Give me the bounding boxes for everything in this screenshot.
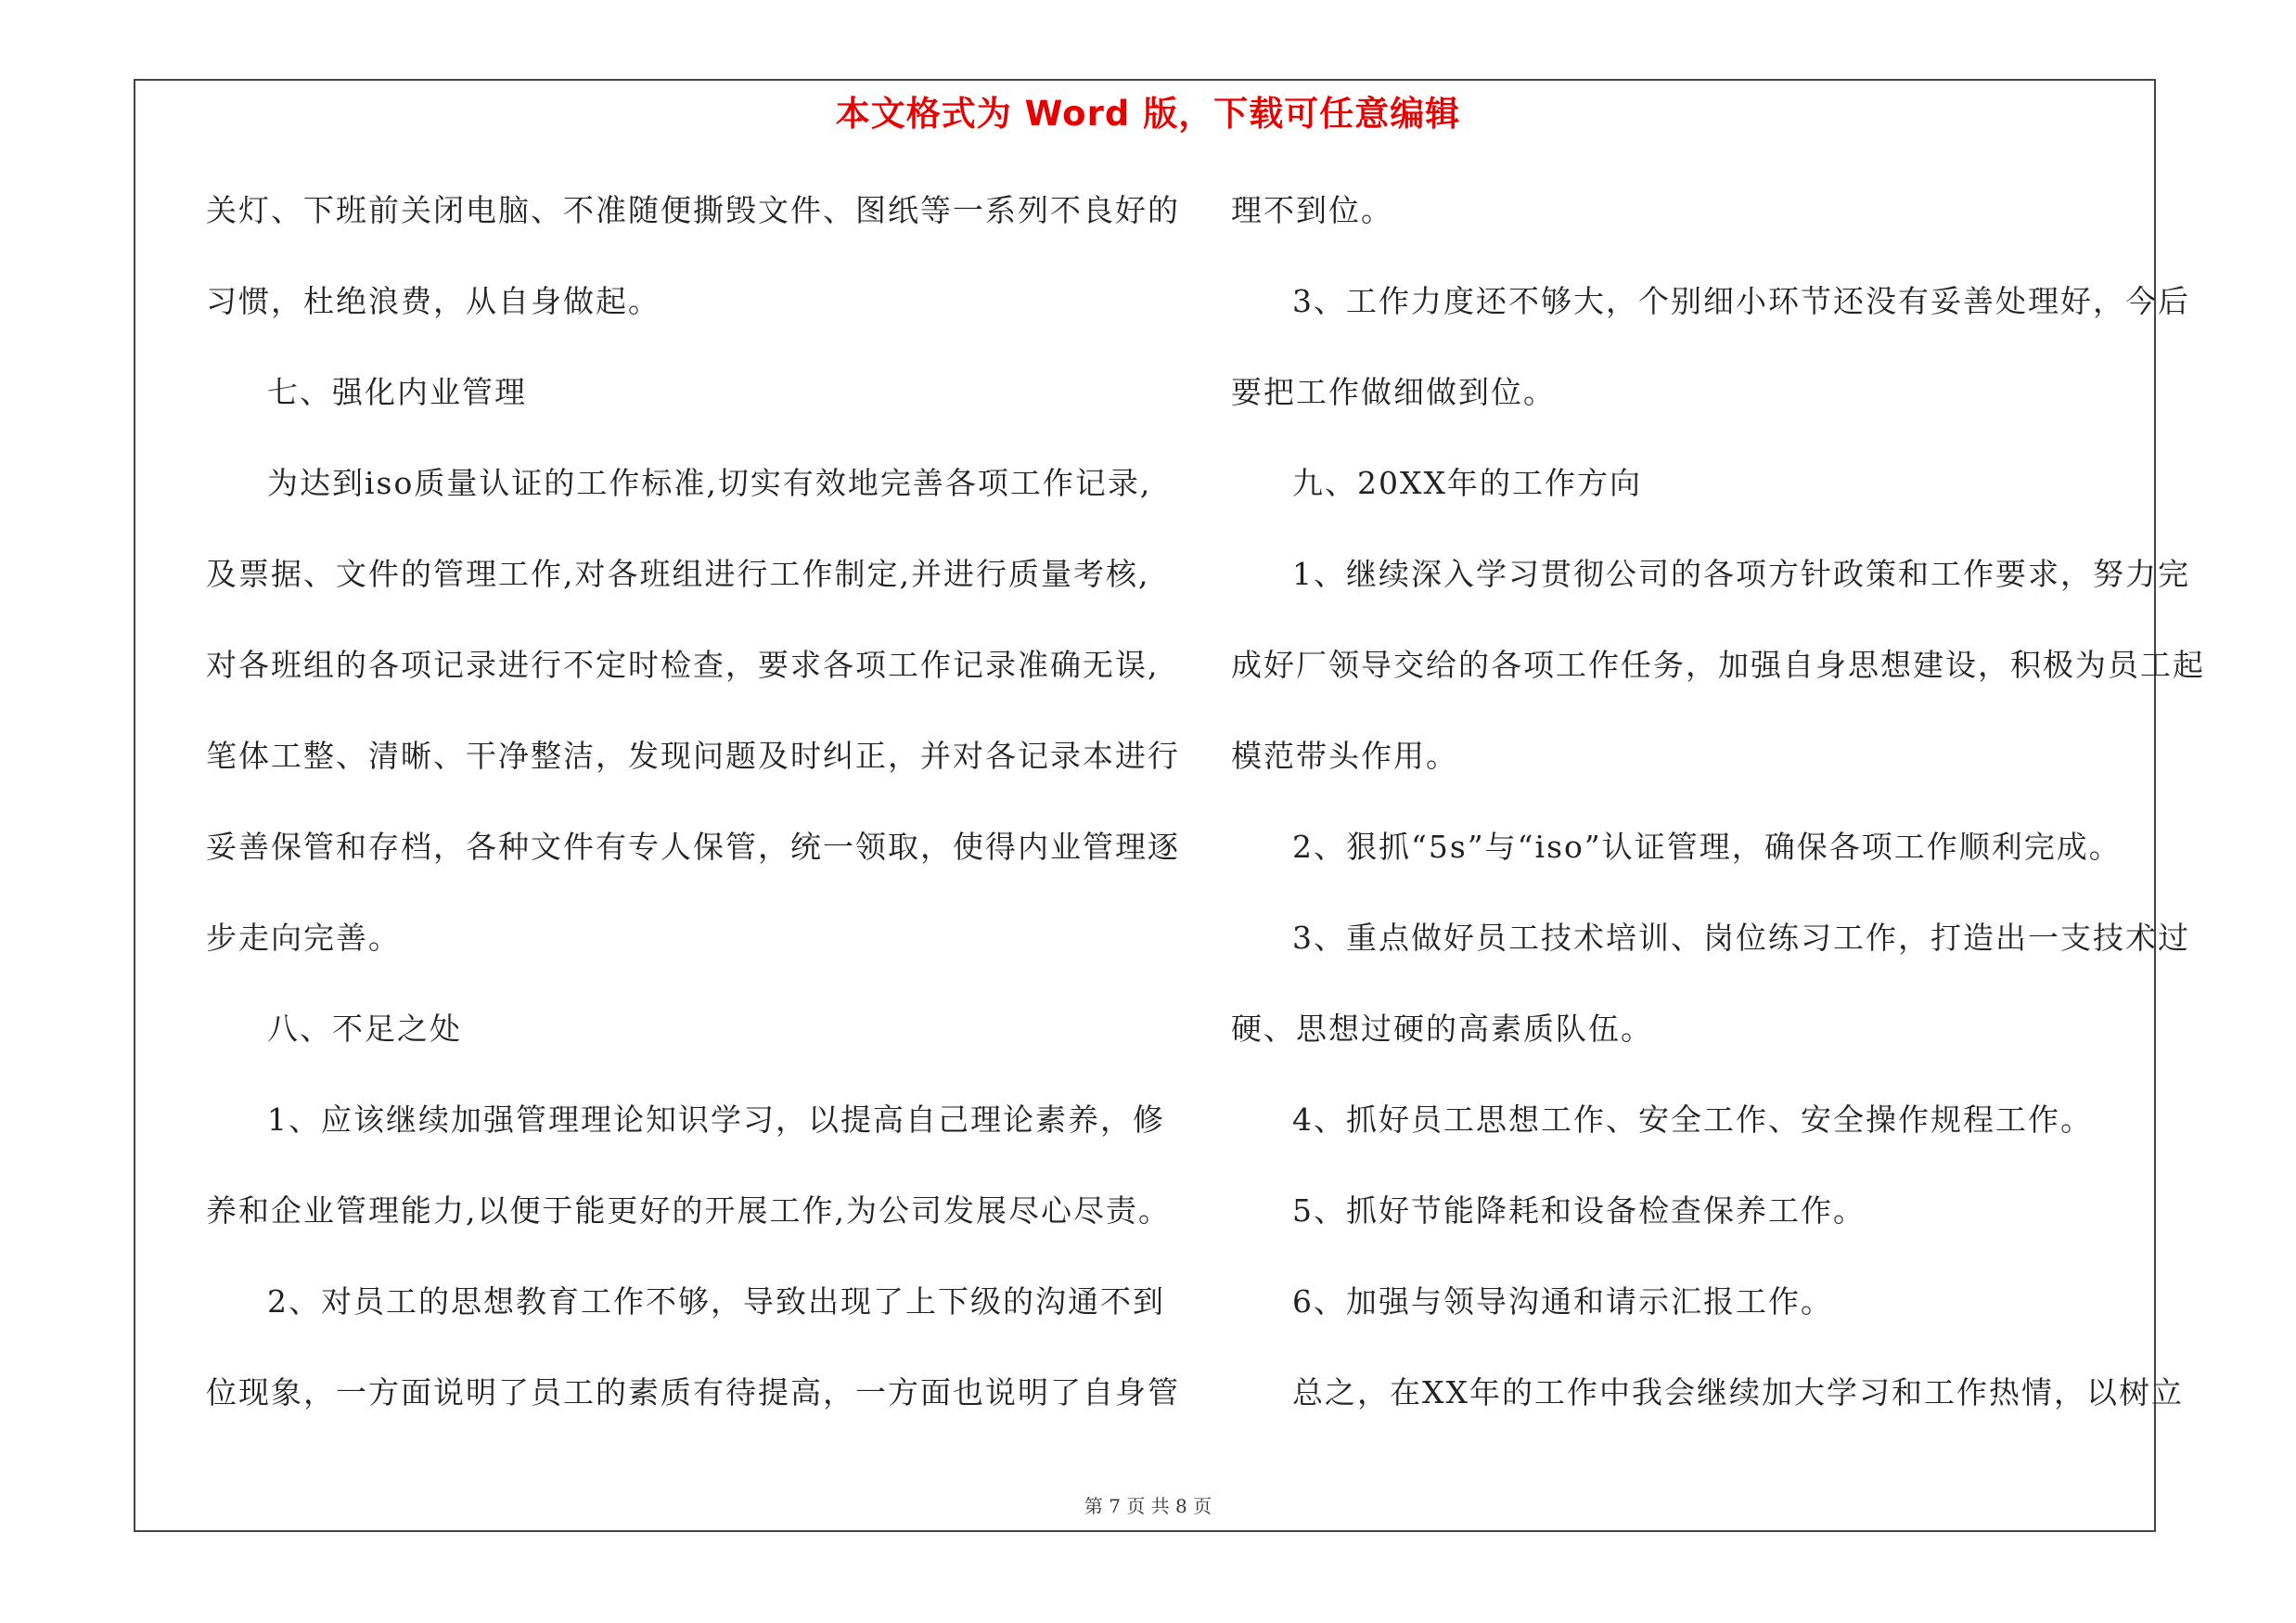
text-line: 习惯，杜绝浪费，从自身做起。 (206, 283, 661, 319)
text-line: 3、工作力度还不够大，个别细小环节还没有妥善处理好，今后 (1292, 283, 2190, 319)
text-line: 3、重点做好员工技术培训、岗位练习工作，打造出一支技术过 (1292, 920, 2190, 956)
left-text-column (206, 184, 1180, 1457)
text-line: 笔体工整、清晰、干净整洁，发现问题及时纠正，并对各记录本进行 (206, 738, 1180, 774)
text-line: 总之，在XX年的工作中我会继续加大学习和工作热情，以树立 (1292, 1374, 2184, 1410)
text-line: 6、加强与领导沟通和请示汇报工作。 (1292, 1283, 1833, 1320)
right-text-column (1231, 184, 2205, 1457)
section-heading: 八、不足之处 (267, 1011, 462, 1047)
text-line: 1、应该继续加强管理理论知识学习，以提高自己理论素养，修 (267, 1101, 1165, 1138)
text-line: 成好厂领导交给的各项工作任务，加强自身思想建设，积极为员工起 (1231, 647, 2205, 683)
text-line: 2、狠抓“5s”与“iso”认证管理，确保各项工作顺利完成。 (1292, 829, 2122, 865)
text-line: 5、抓好节能降耗和设备检查保养工作。 (1292, 1192, 1866, 1229)
text-line: 2、对员工的思想教育工作不够，导致出现了上下级的沟通不到 (267, 1283, 1165, 1320)
page-number: 第 7 页 共 8 页 (1084, 1495, 1212, 1517)
text-line: 妥善保管和存档，各种文件有专人保管，统一领取，使得内业管理逐 (206, 829, 1180, 865)
section-heading: 七、强化内业管理 (267, 374, 527, 410)
page-header-notice: 本文格式为 Word 版，下载可任意编辑 (835, 94, 1461, 134)
text-line: 关灯、下班前关闭电脑、不准随便撕毁文件、图纸等一系列不良好的 (206, 192, 1180, 228)
text-line: 4、抓好员工思想工作、安全工作、安全操作规程工作。 (1292, 1101, 2093, 1138)
text-line: 及票据、文件的管理工作,对各班组进行工作制定,并进行质量考核, (206, 556, 1150, 592)
text-line: 模范带头作用。 (1231, 738, 1458, 774)
text-line: 步走向完善。 (206, 920, 401, 956)
text-line: 对各班组的各项记录进行不定时检查，要求各项工作记录准确无误, (206, 647, 1160, 683)
text-line: 1、继续深入学习贯彻公司的各项方针政策和工作要求，努力完 (1292, 556, 2190, 592)
text-line: 理不到位。 (1231, 192, 1393, 228)
text-line: 养和企业管理能力,以便于能更好的开展工作,为公司发展尽心尽责。 (206, 1192, 1171, 1229)
text-line: 硬、思想过硬的高素质队伍。 (1231, 1011, 1653, 1047)
text-line: 要把工作做细做到位。 (1231, 374, 1556, 410)
text-line: 为达到iso质量认证的工作标准,切实有效地完善各项工作记录, (267, 465, 1152, 501)
section-heading: 九、20XX年的工作方向 (1292, 465, 1642, 501)
text-line: 位现象，一方面说明了员工的素质有待提高，一方面也说明了自身管 (206, 1374, 1180, 1410)
